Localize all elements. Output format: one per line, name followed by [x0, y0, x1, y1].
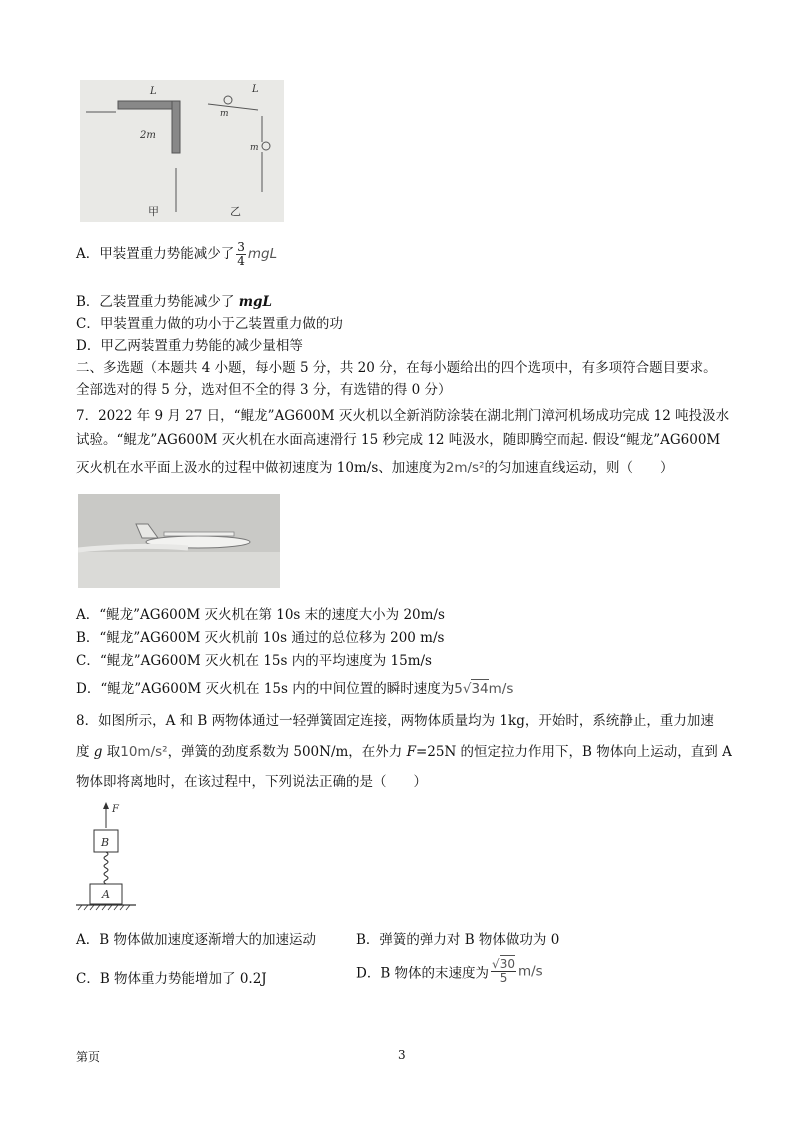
q6-option-a: A．甲装置重力势能减少了 $\frac{3}{4}$ mgL: [76, 240, 278, 268]
jia-horizontal-bar: [118, 101, 180, 109]
q7-option-d: D．“鲲龙”AG600M 灭火机在 15s 内的中间位置的瞬时速度为5√34m/s: [76, 681, 514, 697]
q7-option-a: A．“鲲龙”AG600M 灭火机在第 10s 末的速度大小为 20m/s: [76, 607, 445, 623]
jia-vertical-bar: [172, 101, 180, 153]
yi-L-label: L: [252, 84, 259, 95]
figure-jia-yi: [80, 80, 284, 222]
q8-option-a: A．B 物体做加速度逐渐增大的加速运动: [76, 932, 316, 948]
spring-figure-drawing: [76, 800, 136, 915]
block-A-label: A: [102, 888, 110, 901]
jia-label: 甲: [148, 205, 159, 218]
q8-line2: 度 g 取10m/s²，弹簧的劲度系数为 500N/m，在外力 F=25N 的恒定拉力作用下，B 物体向上运动，直到 A: [76, 744, 732, 760]
yi-m-top-label: m: [220, 109, 229, 119]
jia-2m-label: 2m: [140, 130, 156, 141]
spring-coil: [104, 852, 108, 884]
yi-side-mass: [262, 142, 270, 150]
force-F-label: F: [112, 804, 119, 815]
fraction-three-quarters: $\frac{3}{4}$: [237, 240, 245, 268]
fraction-sqrt30-over-5: $\frac{√30}{5}$: [492, 957, 515, 985]
q7-line2: 试验。“鲲龙”AG600M 灭火机在水面高速滑行 15 秒完成 12 吨汲水，随即腾空而起. 假设“鲲龙”AG600M: [76, 432, 721, 448]
q8-line3: 物体即将离地时，在该过程中，下列说法正确的是（ ）: [76, 774, 427, 790]
q7-option-c: C．“鲲龙”AG600M 灭火机在 15s 内的平均速度为 15m/s: [76, 653, 432, 669]
q6-option-d: D．甲乙两装置重力势能的减少量相等: [76, 338, 303, 354]
q8-line1: 8．如图所示，A 和 B 两物体通过一轻弹簧固定连接，两物体质量均为 1kg，开始时，系统静止，重力加速: [76, 713, 714, 729]
q8-option-d: D．B 物体的末速度为 $\frac{√30}{5}$ m/s: [356, 957, 543, 985]
jia-L-label: L: [150, 86, 157, 97]
page-number: 3: [398, 1048, 406, 1062]
yi-top-mass: [224, 96, 232, 104]
footer-left: 第页: [76, 1050, 101, 1064]
section2-heading-line1: 二、多选题（本题共 4 小题，每小题 5 分，共 20 分，在每小题给出的四个选项中，有多项符合题目要求。: [76, 360, 717, 376]
ground-hatching: [78, 905, 130, 910]
q7-line3: 灭火机在水平面上汲水的过程中做初速度为 10m/s、加速度为2m/s²的匀加速直线运动，则（ ）: [76, 460, 674, 476]
yi-m-side-label: m: [250, 143, 259, 153]
q8-option-c: C．B 物体重力势能增加了 0.2J: [76, 971, 267, 987]
section2-heading-line2: 全部选对的得 5 分，选对但不全的得 3 分，有选错的得 0 分）: [76, 382, 452, 398]
yi-label: 乙: [230, 205, 241, 218]
spring-figure: [76, 800, 136, 915]
figure-jia-yi-drawing: [80, 80, 284, 222]
aircraft-photo: [78, 494, 280, 588]
q7-option-b: B．“鲲龙”AG600M 灭火机前 10s 通过的总位移为 200 m/s: [76, 630, 445, 646]
block-B-label: B: [101, 836, 110, 849]
sqrt-expression: 5√34m/s: [454, 681, 514, 697]
q7-line1: 7．2022 年 9 月 27 日，“鲲龙”AG600M 灭火机以全新消防涂装在湖北荆门漳河机场成功完成 12 吨投汲水: [76, 408, 730, 424]
aircraft-photo-drawing: [78, 494, 280, 588]
q6-option-c: C．甲装置重力做的功小于乙装置重力做的功: [76, 316, 343, 332]
q8-option-b: B．弹簧的弹力对 B 物体做功为 0: [356, 932, 560, 948]
q6-option-b: B．乙装置重力势能减少了 mgL: [76, 294, 272, 310]
